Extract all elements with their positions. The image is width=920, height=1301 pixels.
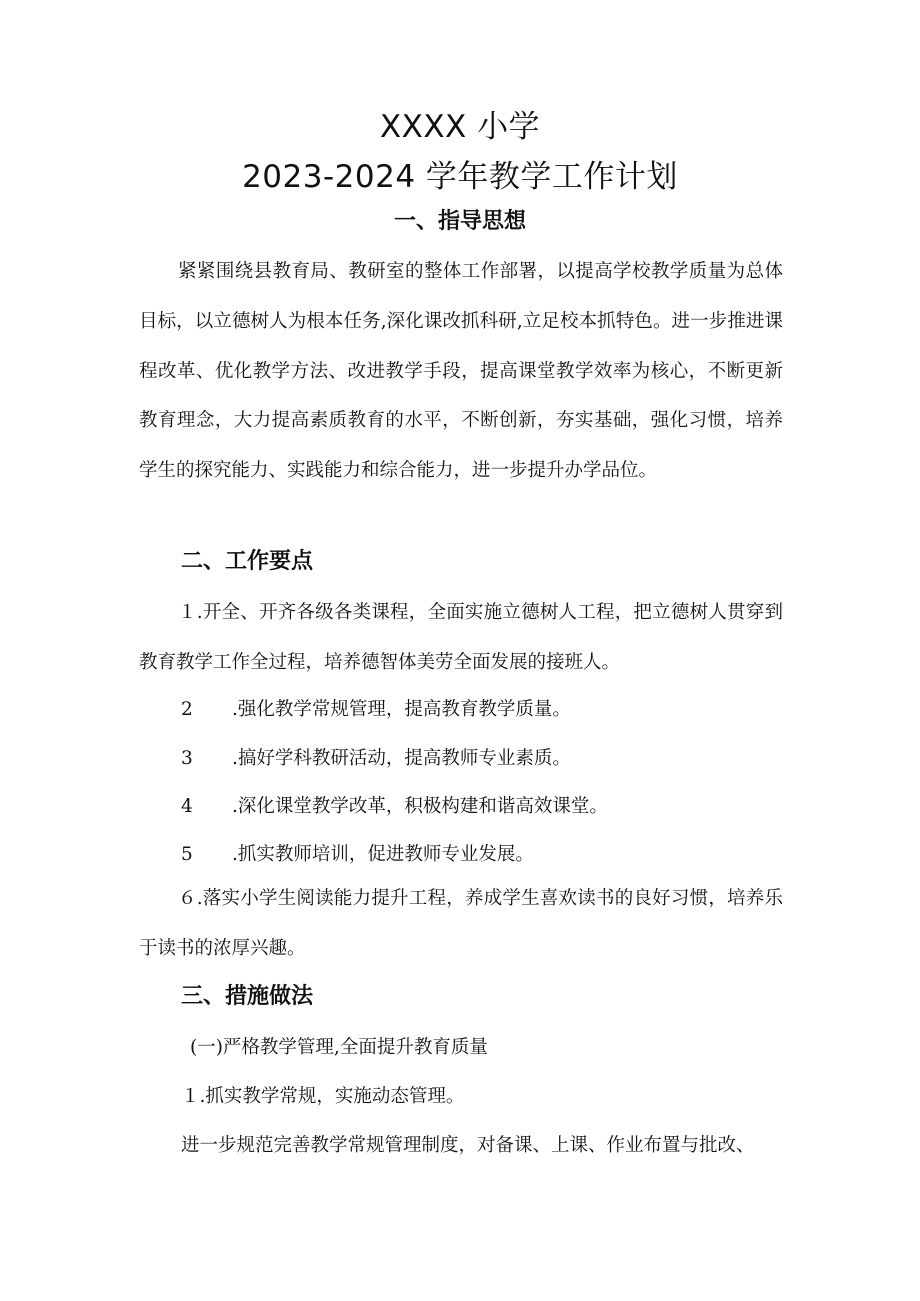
work-point-item-2: .强化教学常规管理，提高教育教学质量。 [232, 699, 571, 720]
measures-paragraph: 进一步规范完善教学常规管理制度，对备课、上课、作业布置与批改、 [181, 1135, 755, 1156]
work-point-item-3: .搞好学科教研活动，提高教师专业素质。 [232, 748, 571, 769]
document-title-line1: XXXX 小学 [379, 109, 541, 145]
work-point-number-3: 3 [181, 748, 193, 769]
guiding-ideology-paragraph: 紧紧围绕县教育局、教研室的整体工作部署，以提高学校教学质量为总体目标，以立德树人为根本任务,深化课改抓科研,立足校本抓特色。进一步推进课程改革、优化教学方法、改进教学手段，提高课堂教学效率为核心，不断更新教育理念，大力提高素质教育的水平，不断创新，夯实基础，强化习惯，培养学生的探究能力、实践能力和综合能力，进一步提升办学品位。 [139, 261, 783, 482]
document-title-line2: 2023-2024 学年教学工作计划 [242, 159, 678, 195]
section-heading-guiding-ideology: 一、指导思想 [393, 209, 526, 234]
work-point-item-4: .深化课堂教学改革，积极构建和谐高效课堂。 [232, 796, 608, 817]
work-point-number-2: 2 [181, 699, 193, 720]
work-point-number-5: 5 [181, 844, 193, 865]
section-heading-work-points: 二、工作要点 [181, 549, 314, 574]
work-point-item-6: ６.落实小学生阅读能力提升工程，养成学生喜欢读书的良好习惯，培养乐于读书的浓厚兴趣。 [139, 888, 783, 959]
measures-item-1: １.抓实教学常规，实施动态管理。 [181, 1086, 465, 1107]
measures-subheading-1: (一)严格教学管理,全面提升教育质量 [190, 1037, 488, 1058]
work-point-item-1: １.开全、开齐各级各类课程，全面实施立德树人工程，把立德树人贯穿到教育教学工作全过程，培养德智体美劳全面发展的接班人。 [139, 602, 783, 673]
work-point-number-4: 4 [181, 796, 193, 817]
work-point-item-5: .抓实教师培训，促进教师专业发展。 [232, 844, 534, 865]
section-heading-measures: 三、措施做法 [181, 984, 314, 1009]
